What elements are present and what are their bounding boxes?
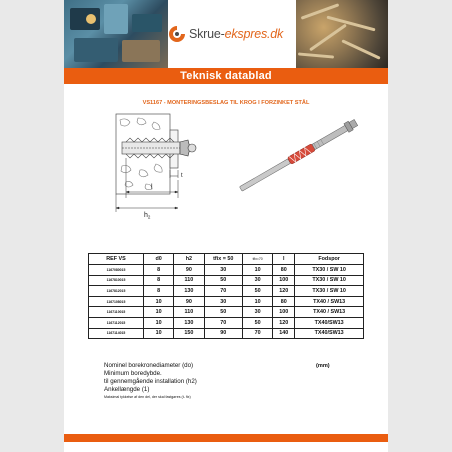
table-cell: 150 bbox=[174, 328, 204, 339]
table-row bbox=[89, 286, 364, 297]
table-cell: 1167108015 bbox=[89, 296, 144, 307]
table-cell: 8 bbox=[144, 275, 174, 286]
table-cell: TX30 / SW 10 bbox=[295, 275, 364, 286]
header-photo-tools bbox=[64, 0, 168, 68]
table-cell: 100 bbox=[273, 307, 295, 318]
table-cell: 110 bbox=[174, 275, 204, 286]
table-cell: 90 bbox=[174, 296, 204, 307]
table-cell: 30 bbox=[204, 265, 243, 276]
legend-line1: Nominel borekronediameter (do) bbox=[104, 362, 194, 369]
table-cell: 1167110015 bbox=[89, 307, 144, 318]
legend bbox=[104, 362, 364, 400]
table-cell: 90 bbox=[204, 328, 243, 339]
col-ref: REF VS bbox=[89, 254, 144, 265]
table-cell: 120 bbox=[273, 317, 295, 328]
banner-title: Teknisk datablad bbox=[180, 70, 272, 82]
table-cell: 1167080015 bbox=[89, 265, 144, 276]
brand-logo bbox=[168, 18, 296, 50]
brand-name: Skrue-ekspres.dk bbox=[189, 27, 284, 41]
legend-line4: Ankellængde (1) bbox=[104, 386, 150, 393]
table-cell: 10 bbox=[144, 307, 174, 318]
table-cell: TX40 / SW13 bbox=[295, 307, 364, 318]
table-row bbox=[89, 317, 364, 328]
datasheet-page bbox=[64, 0, 388, 452]
table-cell: 1167114015 bbox=[89, 328, 144, 339]
label-l: l bbox=[151, 184, 153, 191]
legend-note: Maksimal tykkelse af den del, der skal fastgøres (t- fix) bbox=[104, 395, 191, 399]
title-banner bbox=[64, 68, 388, 84]
table-cell: 30 bbox=[243, 275, 273, 286]
table-cell: 10 bbox=[144, 328, 174, 339]
table-cell: 50 bbox=[243, 286, 273, 297]
legend-line2: Minimum boredybde. bbox=[104, 370, 162, 377]
table-cell: TX30 / SW 10 bbox=[295, 265, 364, 276]
table-cell: 30 bbox=[204, 296, 243, 307]
table-cell: 100 bbox=[273, 275, 295, 286]
label-t: t bbox=[181, 173, 183, 179]
table-row bbox=[89, 328, 364, 339]
table-cell: 1167812015 bbox=[89, 286, 144, 297]
logo-icon bbox=[168, 25, 186, 43]
table-cell: 70 bbox=[243, 328, 273, 339]
table-header-row bbox=[89, 254, 364, 265]
header-photo-screws bbox=[296, 0, 388, 68]
table-cell: 10 bbox=[144, 317, 174, 328]
table-cell: TX30 / SW 10 bbox=[295, 286, 364, 297]
table-cell: 30 bbox=[243, 307, 273, 318]
anchor-in-wall bbox=[122, 138, 196, 158]
table-cell: 140 bbox=[273, 328, 295, 339]
product-subtitle: VS1167 - MONTERINGSBESLAG TIL KROG I FORZINKET STÅL bbox=[142, 100, 310, 106]
table-cell: TX40 / SW13 bbox=[295, 296, 364, 307]
table-cell: TX40/SW13 bbox=[295, 328, 364, 339]
technical-drawing bbox=[96, 108, 368, 222]
table-cell: 1167112015 bbox=[89, 317, 144, 328]
table-cell: 110 bbox=[174, 307, 204, 318]
table-cell: 10 bbox=[243, 296, 273, 307]
col-tfix70: tfix=70 bbox=[243, 254, 273, 265]
table-cell: 50 bbox=[204, 307, 243, 318]
table-row bbox=[89, 296, 364, 307]
table-cell: 8 bbox=[144, 265, 174, 276]
table-cell: 90 bbox=[174, 265, 204, 276]
table-cell: 50 bbox=[204, 275, 243, 286]
table-cell: 70 bbox=[204, 286, 243, 297]
table-cell: 8 bbox=[144, 286, 174, 297]
table-row bbox=[89, 275, 364, 286]
label-h2: $h_2$ bbox=[144, 212, 151, 220]
col-d0: d0 bbox=[144, 254, 174, 265]
table-cell: 1167810015 bbox=[89, 275, 144, 286]
table-cell: 130 bbox=[174, 286, 204, 297]
table-cell: 50 bbox=[243, 317, 273, 328]
legend-unit: (mm) bbox=[316, 363, 330, 369]
legend-line3: til gennemgående installation (h2) bbox=[104, 378, 197, 385]
table-cell: TX40/SW13 bbox=[295, 317, 364, 328]
table-cell: 80 bbox=[273, 265, 295, 276]
col-l: l bbox=[273, 254, 295, 265]
table-row bbox=[89, 307, 364, 318]
col-tfix50: tfix = 50 bbox=[204, 254, 243, 265]
spec-table bbox=[88, 253, 364, 339]
table-cell: 70 bbox=[204, 317, 243, 328]
table-cell: 10 bbox=[144, 296, 174, 307]
col-h2: h2 bbox=[174, 254, 204, 265]
table-cell: 120 bbox=[273, 286, 295, 297]
footer-bar bbox=[64, 434, 388, 449]
table-cell: 10 bbox=[243, 265, 273, 276]
col-fodspor: Fodspor bbox=[295, 254, 364, 265]
table-cell: 80 bbox=[273, 296, 295, 307]
footer-email[interactable]: kundeservice@skrue-ekspres.dk bbox=[295, 443, 376, 449]
anchor-product-image bbox=[238, 118, 358, 193]
table-row bbox=[89, 265, 364, 276]
table-cell: 130 bbox=[174, 317, 204, 328]
